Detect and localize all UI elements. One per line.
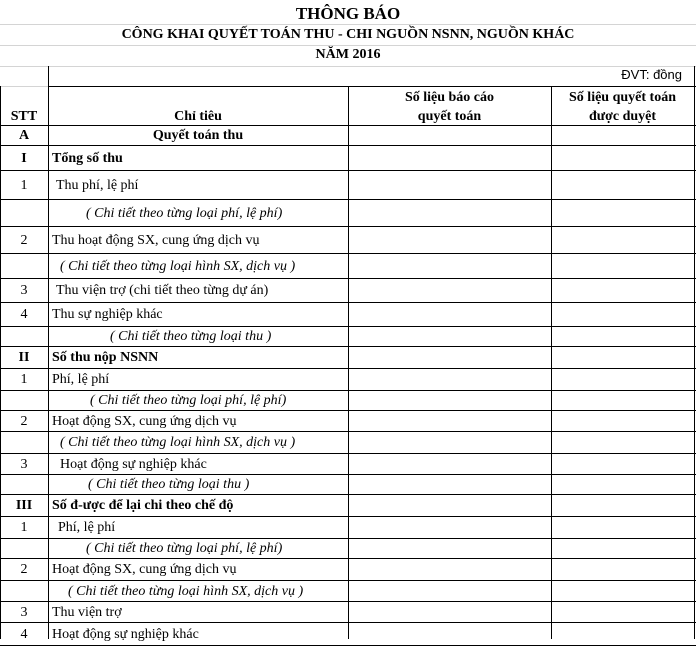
row-label: Thu viện trợ xyxy=(52,605,122,620)
row-label: Thu hoạt động SX, cung ứng dịch vụ xyxy=(52,233,260,248)
row-stt: A xyxy=(18,128,30,143)
row-label: ( Chi tiết theo từng loại thu ) xyxy=(88,477,250,492)
row-stt: III xyxy=(15,498,33,513)
row-border xyxy=(0,199,696,200)
row-border xyxy=(0,580,696,581)
row-stt: 2 xyxy=(20,233,28,248)
row-border xyxy=(0,390,696,391)
row-border xyxy=(0,410,696,411)
row-label: Hoạt động sự nghiệp khác xyxy=(60,457,207,472)
unit-label: ĐVT: đồng xyxy=(621,67,682,82)
row-stt: 1 xyxy=(20,178,28,193)
row-label: Hoạt động sự nghiệp khác xyxy=(52,627,199,642)
row-border xyxy=(0,170,696,171)
column-divider-bao-cao xyxy=(551,86,552,639)
row-stt: 3 xyxy=(20,283,28,298)
row-label: Thu phí, lệ phí xyxy=(56,178,139,193)
row-stt: II xyxy=(18,350,30,365)
row-label: ( Chi tiết theo từng loại thu ) xyxy=(110,329,272,344)
row-label: Phí, lệ phí xyxy=(52,372,110,387)
column-header-chi-tieu: Chỉ tiêu xyxy=(174,109,222,124)
row-stt: 1 xyxy=(20,372,28,387)
row-border xyxy=(0,278,696,279)
table-border-top xyxy=(48,86,696,87)
column-header-stt: STT xyxy=(10,109,38,124)
row-border xyxy=(0,538,696,539)
row-border xyxy=(0,453,696,454)
row-stt: 1 xyxy=(20,520,28,535)
column-header-duyet-line1: Số liệu quyết toán xyxy=(569,90,676,105)
row-stt: 3 xyxy=(20,457,28,472)
page-title: THÔNG BÁO xyxy=(295,4,401,23)
gridline xyxy=(0,45,696,46)
row-label: ( Chi tiết theo từng loại phí, lệ phí) xyxy=(86,206,283,221)
row-border xyxy=(0,226,696,227)
column-header-bao-cao-line1: Số liệu báo cáo xyxy=(404,90,495,105)
row-label: Hoạt động SX, cung ứng dịch vụ xyxy=(52,562,237,577)
row-border xyxy=(0,601,696,602)
row-label: Thu viện trợ (chi tiết theo từng dự án) xyxy=(56,283,269,298)
row-border xyxy=(0,302,696,303)
row-border xyxy=(0,368,696,369)
table-border-right xyxy=(694,66,695,639)
column-divider-stt xyxy=(48,66,49,639)
column-divider-chi-tieu xyxy=(348,86,349,639)
row-border xyxy=(0,474,696,475)
column-header-duyet-line2: được duyệt xyxy=(588,109,657,124)
row-label: Số thu nộp NSNN xyxy=(52,350,159,365)
row-border xyxy=(0,431,696,432)
row-border xyxy=(0,326,696,327)
gridline xyxy=(0,86,48,87)
row-label: Hoạt động SX, cung ứng dịch vụ xyxy=(52,414,237,429)
row-stt: 2 xyxy=(20,562,28,577)
row-border xyxy=(0,253,696,254)
row-stt: 2 xyxy=(20,414,28,429)
row-label: Thu sự nghiệp khác xyxy=(52,307,163,322)
row-label: ( Chi tiết theo từng loại phí, lệ phí) xyxy=(90,393,287,408)
row-label: Tổng số thu xyxy=(52,151,123,166)
column-header-duyet xyxy=(551,88,694,126)
gridline xyxy=(0,66,696,67)
row-label: Phí, lệ phí xyxy=(58,520,116,535)
row-label: ( Chi tiết theo từng loại hình SX, dịch vụ ) xyxy=(68,584,304,599)
column-header-bao-cao xyxy=(348,88,551,126)
gridline xyxy=(0,24,696,25)
row-border xyxy=(0,494,696,495)
column-header-bao-cao-line2: quyết toán xyxy=(417,109,482,124)
row-border xyxy=(0,516,696,517)
row-border xyxy=(0,346,696,347)
row-border xyxy=(0,558,696,559)
row-border xyxy=(0,622,696,623)
row-border xyxy=(0,145,696,146)
row-label: Quyết toán thu xyxy=(152,128,244,143)
row-stt: I xyxy=(21,151,27,166)
row-label: Số đ-ược để lại chi theo chế độ xyxy=(52,498,234,513)
page-year: NĂM 2016 xyxy=(315,47,381,62)
row-label: ( Chi tiết theo từng loại hình SX, dịch vụ ) xyxy=(60,259,296,274)
row-stt: 4 xyxy=(20,307,28,322)
page-subtitle: CÔNG KHAI QUYẾT TOÁN THU - CHI NGUỒN NSNN, NGUỒN KHÁC xyxy=(121,27,575,42)
row-stt: 4 xyxy=(20,627,28,642)
row-label: ( Chi tiết theo từng loại phí, lệ phí) xyxy=(86,541,283,556)
row-stt: 3 xyxy=(20,605,28,620)
row-label: ( Chi tiết theo từng loại hình SX, dịch vụ ) xyxy=(60,435,296,450)
